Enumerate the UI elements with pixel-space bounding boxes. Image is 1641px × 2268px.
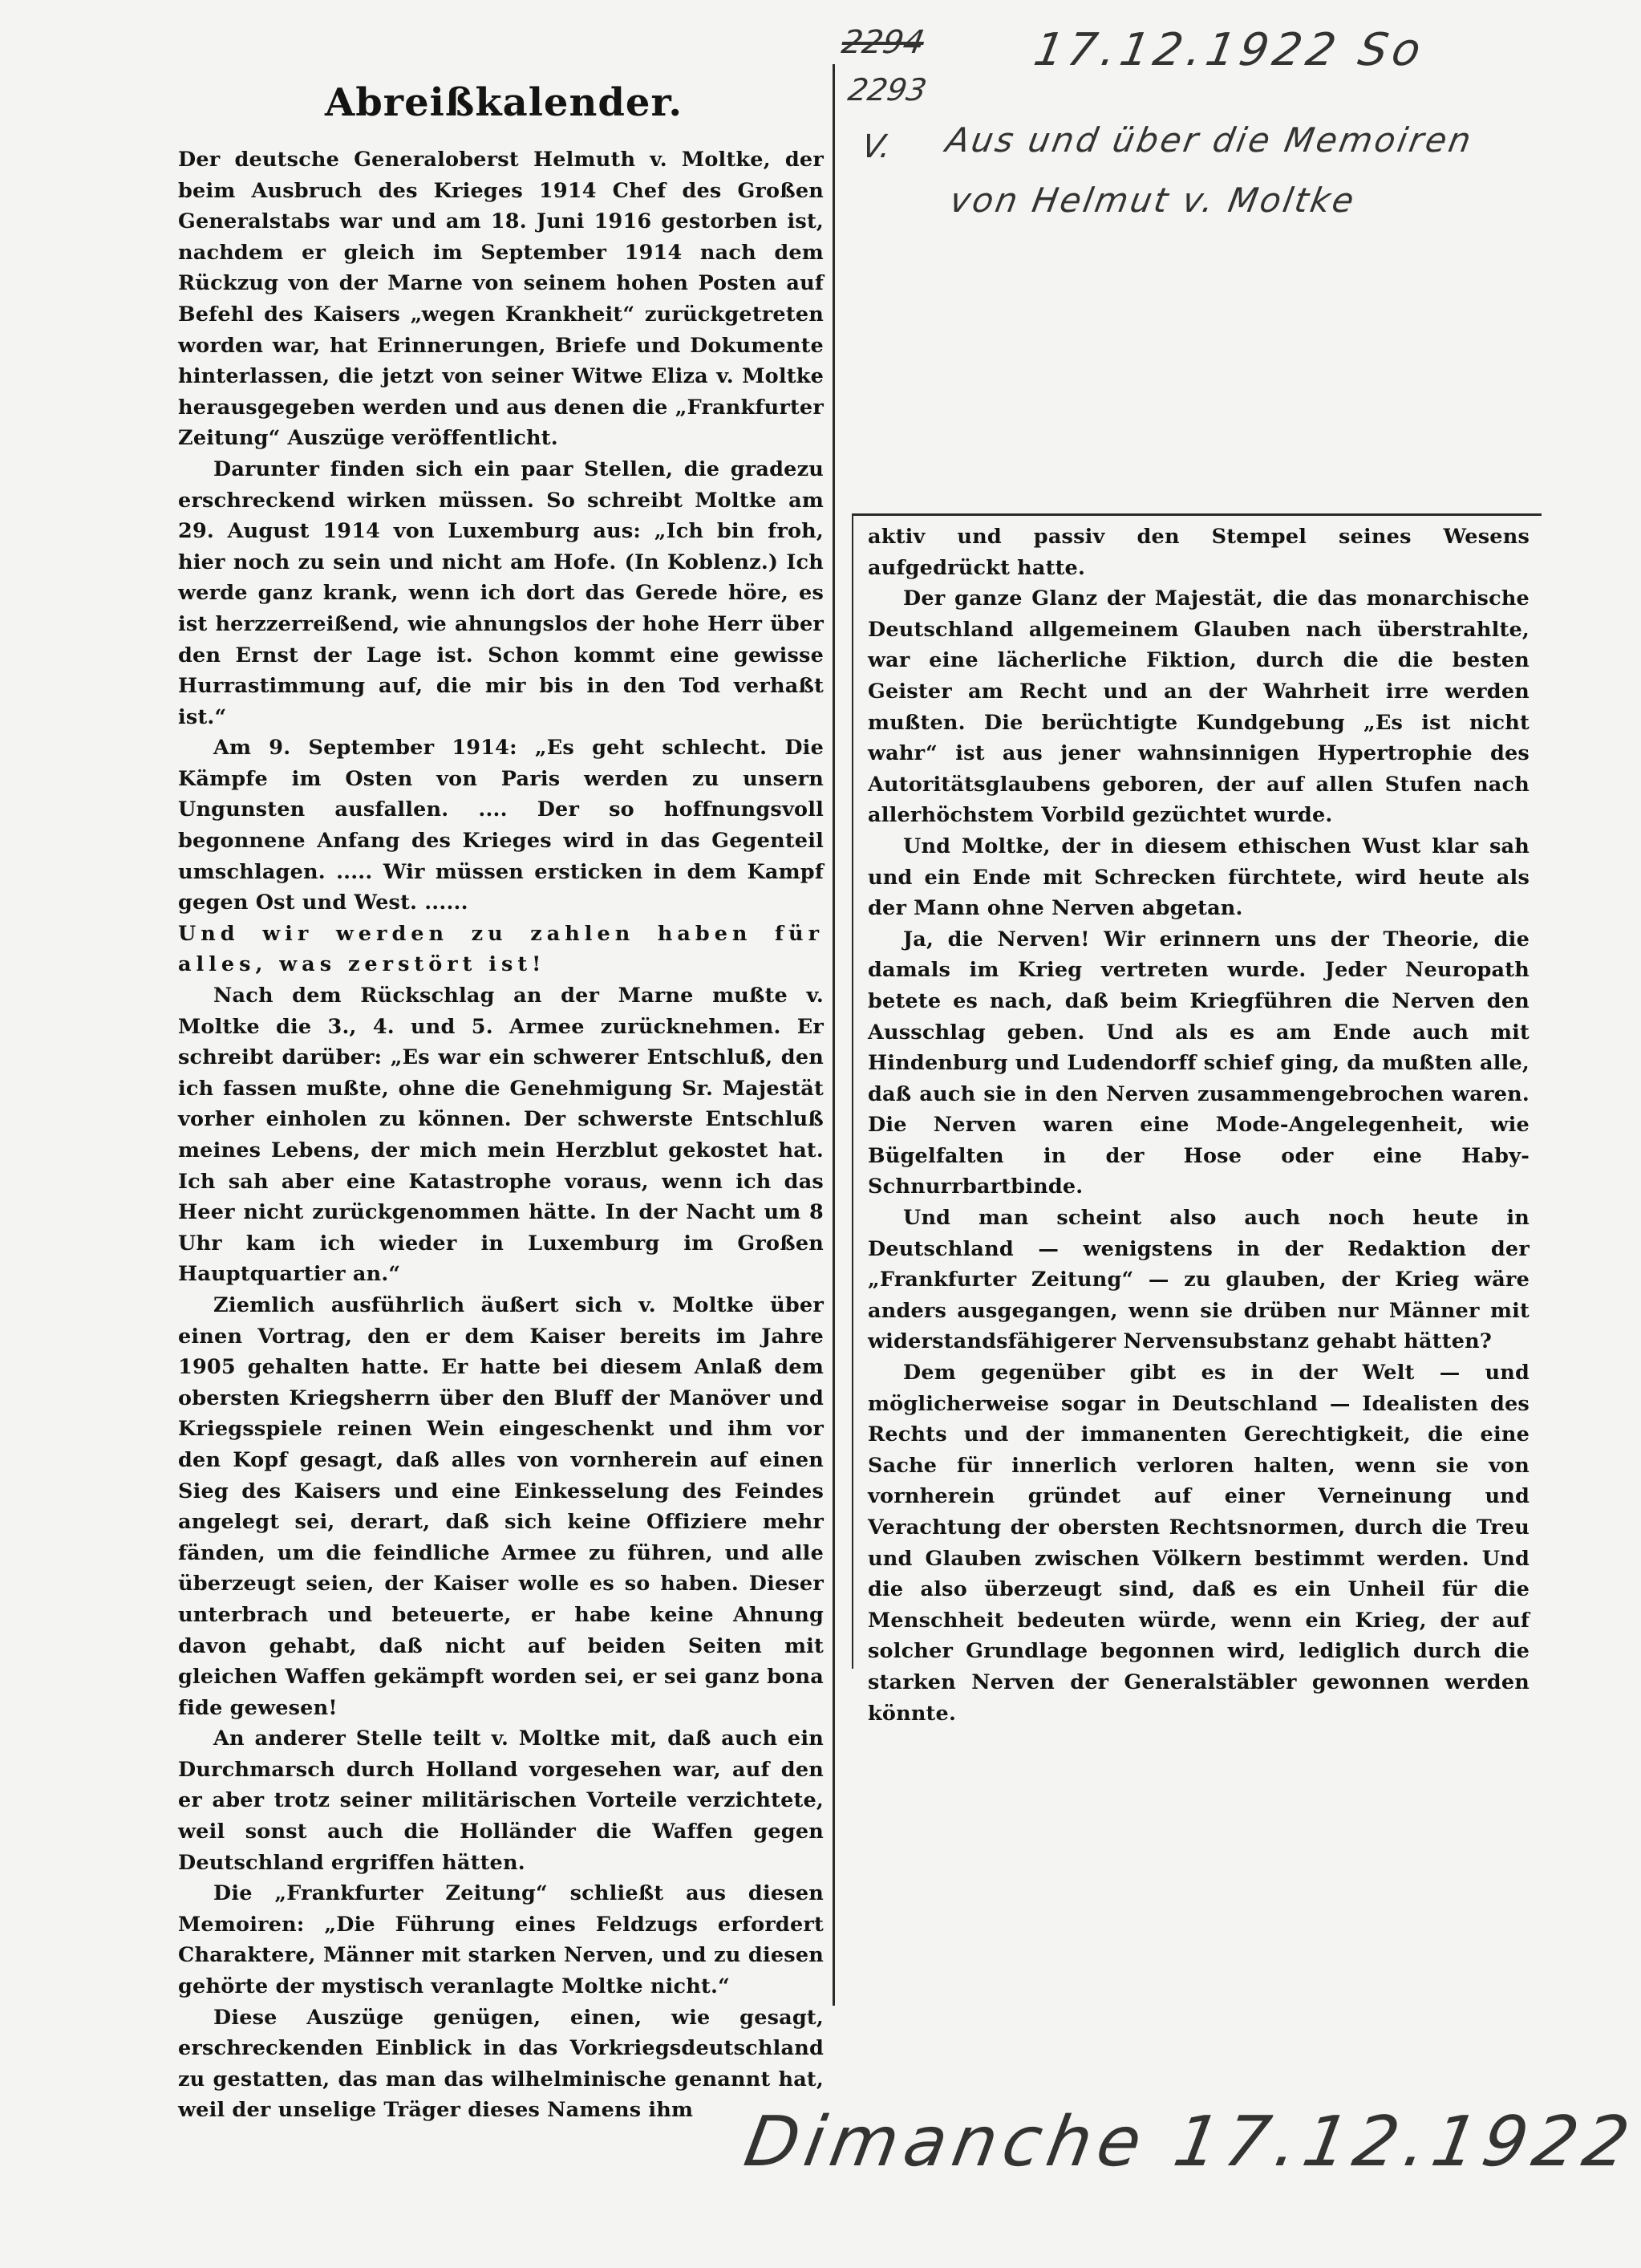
paragraph: Und Moltke, der in diesem ethischen Wust klar sah und ein Ende mit Schrecken fürchtete, wird heute als der Mann ohne Nerven abgetan. bbox=[868, 834, 1530, 921]
paragraph: Die „Frankfurter Zeitung“ schließt aus diesen Memoiren: „Die Führung eines Feldzugs erfordert Charaktere, Männer mit starken Nerven, und zu diesen gehörte der mystisch veranlagte Moltke nicht.“ bbox=[178, 1881, 824, 1999]
paragraph-emphasis: Und wir werden zu zahlen haben für alles, was zerstört ist! bbox=[178, 921, 824, 977]
paragraph: Am 9. September 1914: „Es geht schlecht. Die Kämpfe im Osten von Paris werden zu unsern Ungunsten ausfallen. .... Der so hoffnungsvoll begonnene Anfang des Krieges wird in das Gegenteil umschlagen. ..... Wir müssen ersticken in dem Kampf gegen Ost und West. ...... bbox=[178, 736, 824, 915]
paragraph: Ja, die Nerven! Wir erinnern uns der Theorie, die damals im Krieg vertreten wurde. Jeder Neuropath betete es nach, daß beim Kriegführen die Nerven den Ausschlag geben. Und als es am Ende auch mit Hindenburg und Ludendorff schief ging, da mußten alle, daß auch sie in den Nerven zusammengebrochen waren. Die Nerven waren eine Mode-Angelegenheit, wie Bügelfalten in der Hose oder eine Haby-Schnurrbartbinde. bbox=[868, 927, 1530, 1199]
handwritten-note-line1: Aus und über die Memoiren bbox=[942, 120, 1477, 160]
right-column bbox=[868, 521, 1530, 1726]
right-column-left-edge bbox=[852, 513, 853, 1669]
archive-number: 2293 bbox=[845, 72, 930, 108]
paragraph: An anderer Stelle teilt v. Moltke mit, daß auch ein Durchmarsch durch Holland vorgesehen war, auf den er aber trotz seiner militärischen Vorteile verzichtete, weil sonst auch die Holländer die Waffen gegen Deutschland ergriffen hätten. bbox=[178, 1726, 824, 1875]
paragraph: Und man scheint also auch noch heute in Deutschland — wenigstens in der Redaktion der „Frankfurter Zeitung“ — zu glauben, der Krieg wäre anders ausgegangen, wenn sie drüben nur Männer mit widerstandsfähigerer Nervensubstanz gehabt hätten? bbox=[868, 1206, 1530, 1354]
left-column bbox=[178, 144, 824, 2123]
paragraph: aktiv und passiv den Stempel seines Wesens aufgedrückt hatte. bbox=[868, 525, 1530, 580]
paragraph: Der deutsche Generaloberst Helmuth v. Moltke, der beim Ausbruch des Krieges 1914 Chef des Großen Generalstabs war und am 18. Juni 1916 gestorben ist, nachdem er gleich im September 1914 nach dem Rückzug von der Marne von seinem hohen Posten auf Befehl des Kaisers „wegen Krankheit“ zurückgetreten worden war, hat Erinnerungen, Briefe und Dokumente hinterlassen, die jetzt von seiner Witwe Eliza v. Moltke herausgegeben werden und aus denen die „Frankfurter Zeitung“ Auszüge veröffentlicht. bbox=[178, 148, 824, 451]
paragraph: Nach dem Rückschlag an der Marne mußte v. Moltke die 3., 4. und 5. Armee zurücknehmen. Er schreibt darüber: „Es war ein schwerer Entschluß, den ich fassen mußte, ohne die Genehmigung Sr. Majestät vorher einholen zu können. Der schwerste Entschluß meines Lebens, der mich mein Herzblut gekostet hat. Ich sah aber eine Katastrophe voraus, wenn ich das Heer nicht zurückgenommen hätte. In der Nacht um 8 Uhr kam ich wieder in Luxemburg im Großen Hauptquartier an.“ bbox=[178, 984, 824, 1287]
archive-number-struck: 2294 bbox=[838, 24, 927, 61]
handwritten-marker: V. bbox=[858, 128, 894, 165]
article-headline: Abreißkalender. bbox=[325, 80, 683, 125]
paragraph: Der ganze Glanz der Majestät, die das monarchische Deutschland allgemeinem Glauben nach überstrahlte, war eine lächerliche Fiktion, durch die die besten Geister am Recht und an der Wahrheit irre werden mußten. Die berüchtigte Kundgebung „Es ist nicht wahr“ ist aus jener wahnsinnigen Hypertrophie des Autoritätsglaubens geboren, der auf allen Stufen nach allerhöchstem Vorbild gezüchtet wurde. bbox=[868, 586, 1530, 828]
handwritten-note-line2: von Helmut v. Moltke bbox=[946, 181, 1359, 220]
paragraph: Darunter finden sich ein paar Stellen, die gradezu erschreckend wirken müssen. So schreibt Moltke am 29. August 1914 von Luxemburg aus: „Ich bin froh, hier noch zu sein und nicht am Hofe. (In Koblenz.) Ich werde ganz krank, wenn ich dort das Gerede höre, es ist herzzerreißend, wie ahnungslos der hohe Herr über den Ernst der Lage ist. Schon kommt eine gewisse Hurrastimmung auf, die mir bis in den Tod verhaßt ist.“ bbox=[178, 456, 824, 729]
left-column-right-edge bbox=[833, 64, 835, 2006]
handwritten-date-bottom: Dimanche 17.12.1922 bbox=[739, 2102, 1641, 2182]
handwritten-date-top: 17.12.1922 So bbox=[1030, 24, 1429, 76]
right-column-top-rule bbox=[852, 513, 1542, 516]
paragraph: Ziemlich ausführlich äußert sich v. Moltke über einen Vortrag, den er dem Kaiser bereits im Jahre 1905 gehalten hatte. Er hatte bei diesem Anlaß dem obersten Kriegsherrn über den Bluff der Manöver und Kriegsspiele reinen Wein eingeschenkt und ihm vor den Kopf gesagt, daß alles von vornherein auf einen Sieg des Kaisers und eine Einkesselung des Feindes angelegt sei, derart, daß sich keine Offiziere mehr fänden, um die feindliche Armee zu führen, und alle überzeugt seien, der Kaiser wolle es so haben. Dieser unterbrach und beteuerte, er habe keine Ahnung davon gehabt, daß nicht auf beiden Seiten mit gleichen Waffen gekämpft worden sei, er sei ganz bona fide gewesen! bbox=[178, 1292, 824, 1720]
paragraph: Diese Auszüge genügen, einen, wie gesagt, erschreckenden Einblick in das Vorkriegsdeutschland zu gestatten, das man das wilhelminische genannt hat, weil der unselige Träger dieses Namens ihm bbox=[178, 2005, 824, 2123]
paragraph: Dem gegenüber gibt es in der Welt — und möglicherweise sogar in Deutschland — Idealisten des Rechts und der immanenten Gerechtigkeit, die eine Sache für innerlich verloren halten, wenn sie von vornherein gründet auf einer Verneinung und Verachtung der obersten Rechtsnormen, durch die Treu und Glauben zwischen Völkern bestimmt werden. Und die also überzeugt sind, daß es ein Unheil für die Menschheit bedeuten würde, wenn ein Krieg, der auf solcher Grundlage begonnen wird, lediglich durch die starken Nerven der Generalstäbler gewonnen werden könnte. bbox=[868, 1361, 1530, 1726]
